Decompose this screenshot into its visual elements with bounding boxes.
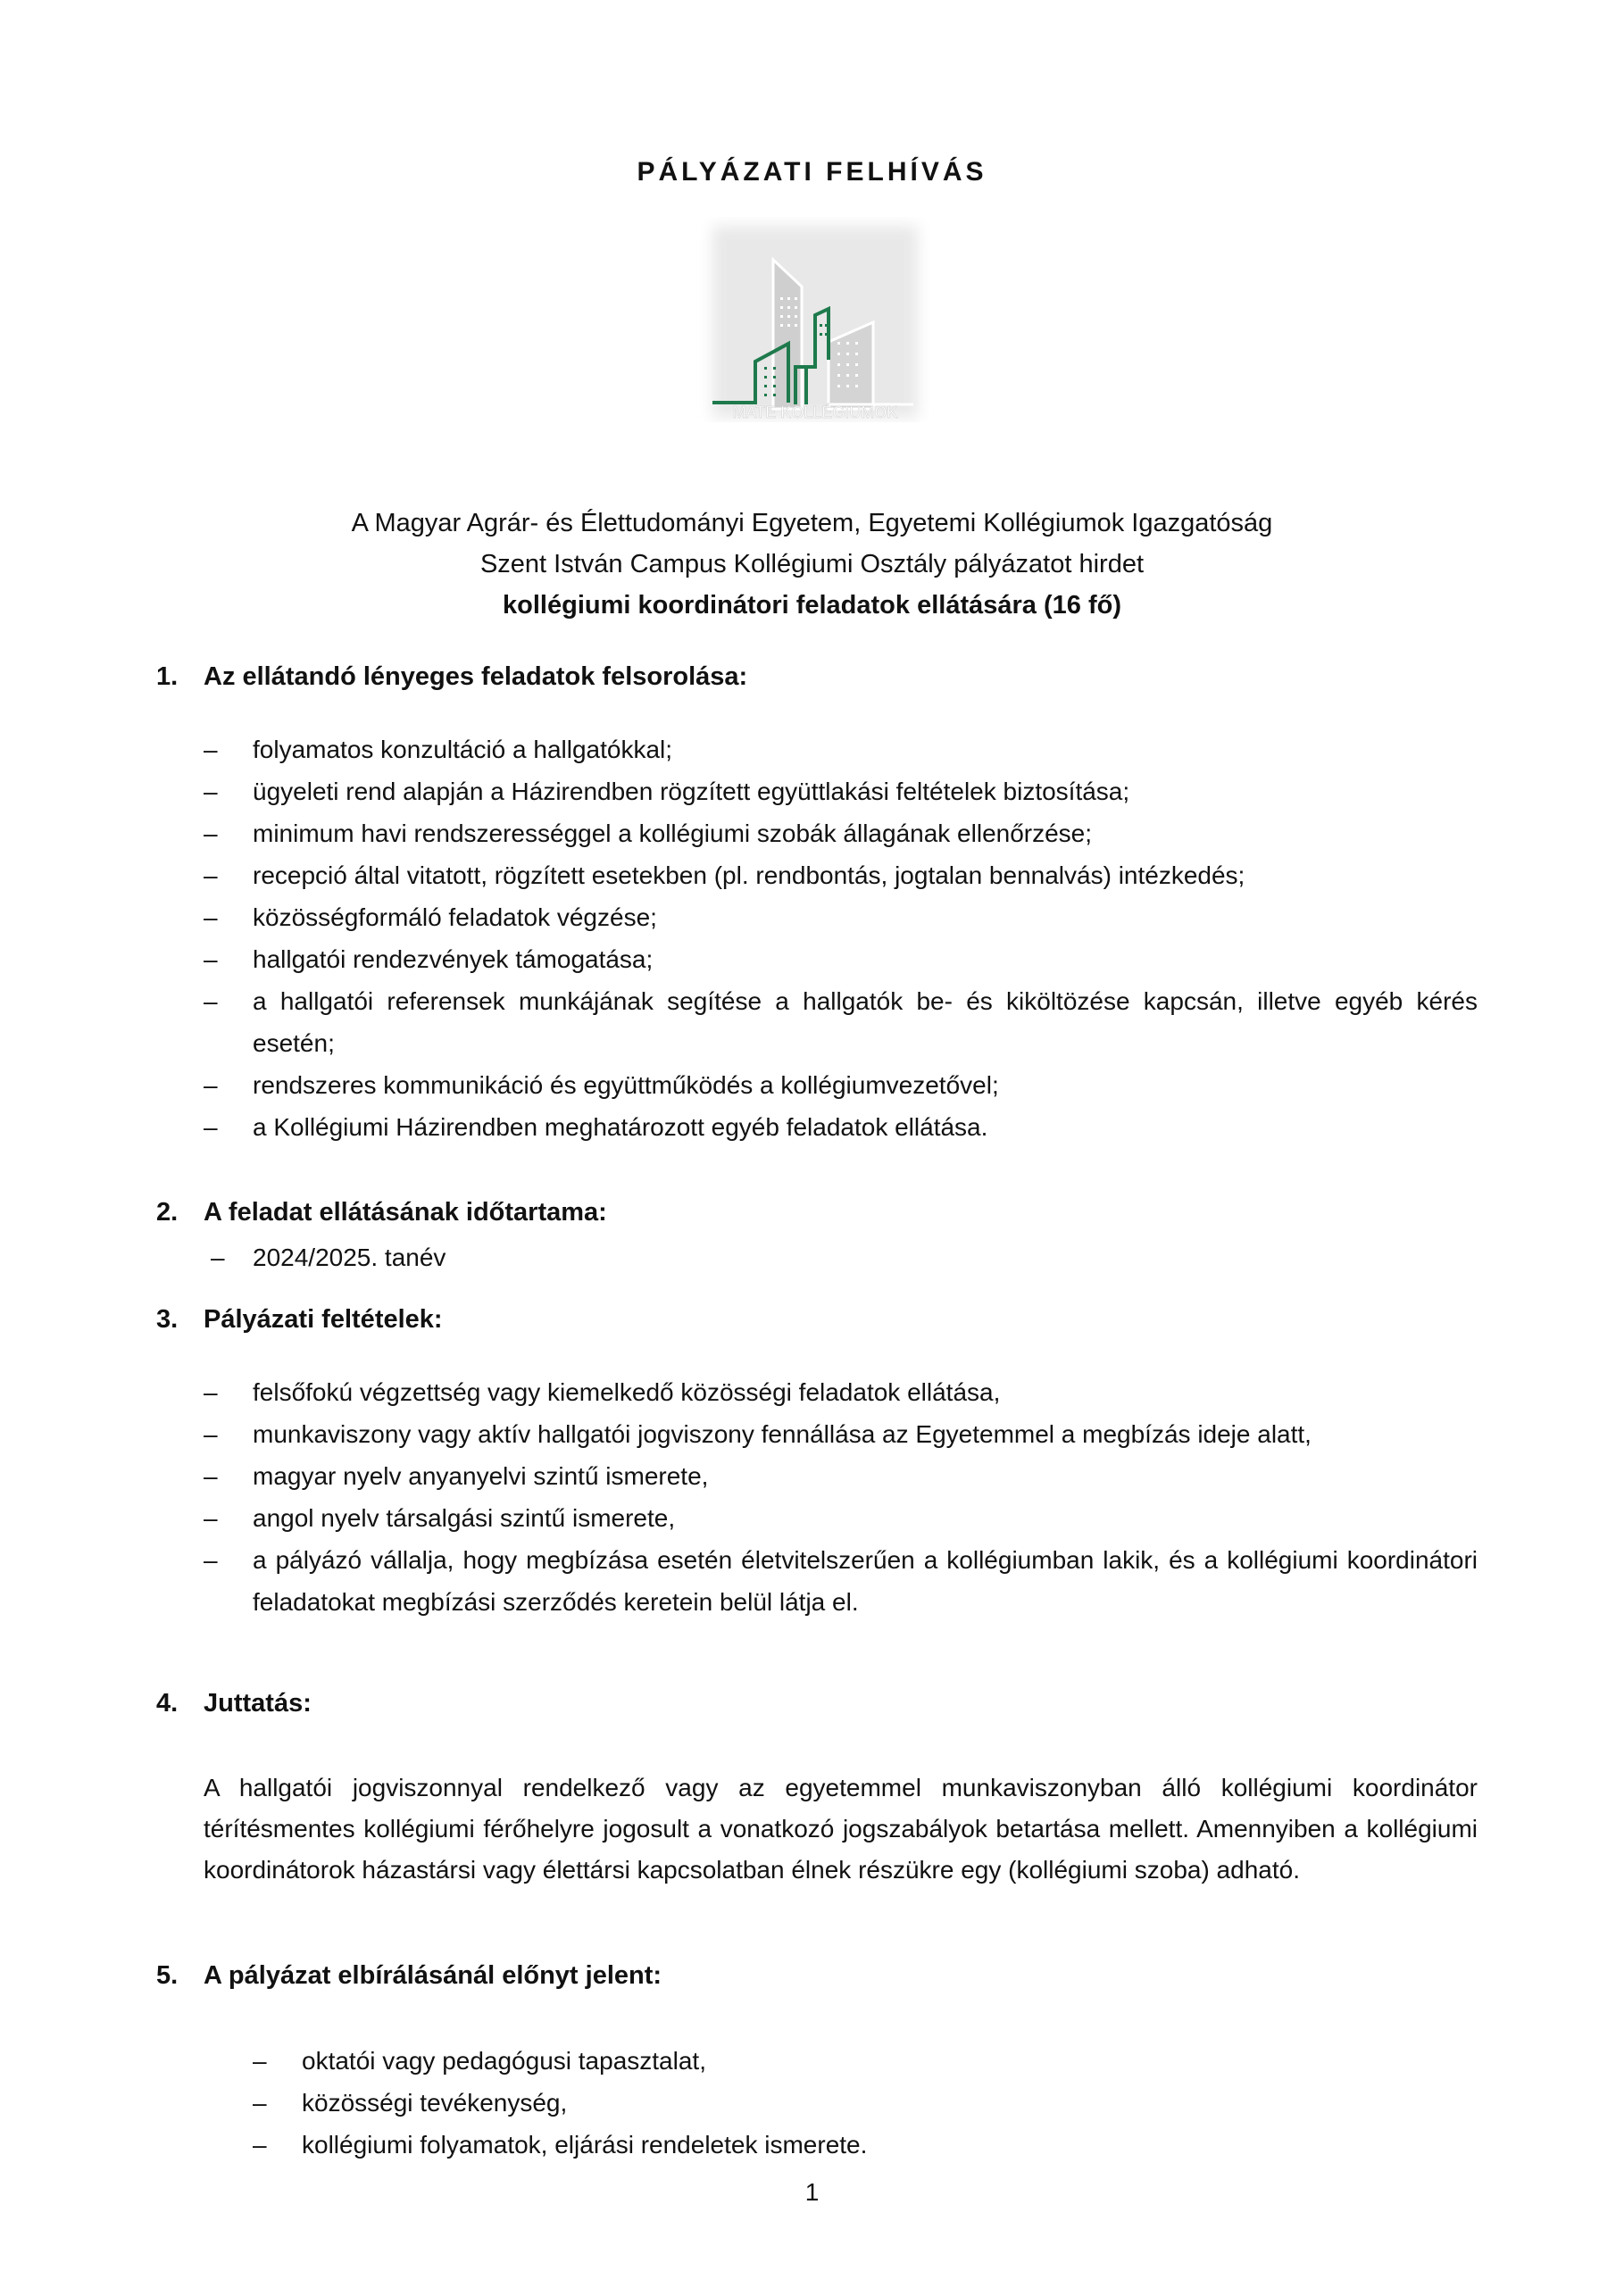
list-item: – 2024/2025. tanév (211, 1236, 1485, 1278)
list-item: – közösségformáló feladatok végzése; (204, 896, 1478, 938)
dash-bullet: – (204, 945, 218, 973)
intro-line-2: Szent István Campus Kollégiumi Osztály pályázatot hirdet (479, 550, 1145, 578)
dash-bullet: – (204, 819, 218, 847)
page-number: 1 (804, 2178, 820, 2206)
list-item: – közösségi tevékenység, (253, 2082, 1478, 2124)
section-title: A pályázat elbírálásánál előnyt jelent: (204, 1961, 662, 1990)
dash-bullet: – (204, 778, 218, 805)
section-3-heading (156, 1305, 443, 1335)
list-item: – angol nyelv társalgási szintű ismerete, (204, 1497, 1478, 1539)
dash-bullet: – (204, 1420, 218, 1448)
dash-bullet: – (253, 2131, 267, 2159)
dash-bullet: – (204, 736, 218, 763)
section-5-list (253, 2040, 1478, 2166)
dash-bullet: – (204, 1462, 218, 1490)
intro-line-3: kollégiumi koordinátori feladatok ellátására (16 fő) (503, 591, 1121, 620)
dash-bullet: – (204, 1378, 218, 1406)
list-item: – kollégiumi folyamatok, eljárási rendeletek ismerete. (253, 2124, 1478, 2166)
list-item: – recepció által vitatott, rögzített esetekben (pl. rendbontás, jogtalan bennalvás) intézkedés; (204, 854, 1478, 896)
section-4-heading (156, 1689, 312, 1718)
dash-bullet: – (253, 2047, 267, 2075)
dash-bullet: – (204, 861, 218, 889)
section-2-heading (156, 1198, 607, 1227)
section-4-paragraph: A hallgatói jogviszonnyal rendelkező vagy az egyetemmel munkaviszonyban álló kollégiumi koordinátor térítésmentes kollégiumi férőhelyre jogosult a vonatkozó jogszabályok betartása mellett. Amennyiben a kollégiumi koordinátorok házastársi vagy élettársi kapcsolatban élnek részükre egy (kollégiumi szoba) adható. (204, 1774, 1478, 1884)
mate-kollegiumok-logo (695, 217, 936, 422)
list-item: – ügyeleti rend alapján a Házirendben rögzített együttlakási feltételek biztosítása; (204, 770, 1478, 812)
logo-text: MATE KOLLÉGIUMOK (732, 403, 898, 421)
list-item: – rendszeres kommunikáció és együttműködés a kollégiumvezetővel; (204, 1064, 1478, 1106)
intro-line-1: A Magyar Agrár- és Élettudományi Egyetem, Egyetemi Kollégiumok Igazgatóság (351, 509, 1273, 537)
section-number: 2. (156, 1198, 179, 1227)
dash-bullet: – (204, 1504, 218, 1532)
dash-bullet: – (253, 2089, 267, 2117)
list-item: – oktatói vagy pedagógusi tapasztalat, (253, 2040, 1478, 2082)
dash-bullet: – (204, 1071, 218, 1099)
list-item: – a hallgatói referensek munkájának segítése a hallgatók be- és kiköltözése kapcsán, illetve egyéb kérés esetén; (204, 980, 1478, 1064)
section-number: 5. (156, 1961, 179, 1990)
section-number: 4. (156, 1689, 179, 1718)
list-item: – hallgatói rendezvények támogatása; (204, 938, 1478, 980)
section-2-list (211, 1236, 1485, 1278)
list-item: – munkaviszony vagy aktív hallgatói jogviszony fennállása az Egyetemmel a megbízás ideje alatt, (204, 1413, 1478, 1455)
list-item: – minimum havi rendszerességgel a kollégiumi szobák állagának ellenőrzése; (204, 812, 1478, 854)
section-1-list (204, 728, 1478, 1148)
dash-bullet: – (204, 987, 218, 1015)
list-item: – felsőfokú végzettség vagy kiemelkedő közösségi feladatok ellátása, (204, 1371, 1478, 1413)
section-3-list (204, 1371, 1478, 1623)
dash-bullet: – (211, 1244, 225, 1271)
buildings-logo-icon (695, 217, 936, 422)
section-number: 1. (156, 662, 179, 691)
list-item: – a pályázó vállalja, hogy megbízása esetén életvitelszerűen a kollégiumban lakik, és a kollégiumi koordinátori feladatokat megbízási szerződés keretein belül látja el. (204, 1539, 1478, 1623)
document-title: PÁLYÁZATI FELHÍVÁS (637, 157, 987, 187)
intro-block (0, 503, 1624, 626)
section-5-heading (156, 1961, 662, 1991)
list-item: – folyamatos konzultáció a hallgatókkal; (204, 728, 1478, 770)
section-number: 3. (156, 1305, 179, 1334)
list-item: – a Kollégiumi Házirendben meghatározott egyéb feladatok ellátása. (204, 1106, 1478, 1148)
dash-bullet: – (204, 1113, 218, 1141)
dash-bullet: – (204, 1546, 218, 1574)
dash-bullet: – (204, 903, 218, 931)
section-title: Juttatás: (204, 1689, 312, 1718)
section-title: Pályázati feltételek: (204, 1305, 443, 1334)
section-1-heading (156, 662, 747, 692)
list-item: – magyar nyelv anyanyelvi szintű ismerete, (204, 1455, 1478, 1497)
section-title: Az ellátandó lényeges feladatok felsorolása: (204, 662, 748, 691)
section-title: A feladat ellátásának időtartama: (204, 1198, 607, 1227)
